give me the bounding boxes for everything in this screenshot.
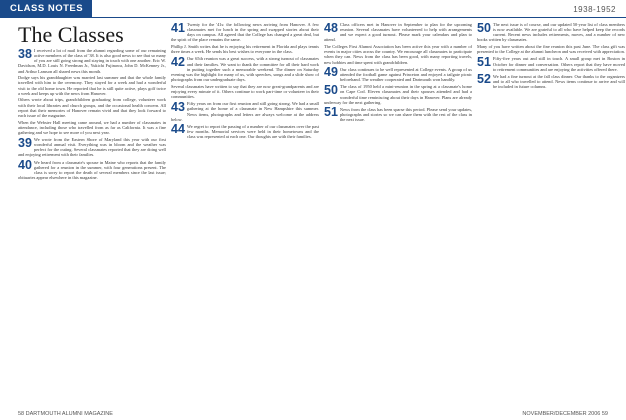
entry-text: We heard from a classmate's spouse in Maine who reports that the family gathered for a reunion in the summer, with four generations present. The class is sorry to report the death of several members since the last issue; obituaries appear elsewhere in this magazine. [18, 159, 166, 181]
entry-paragraph [477, 56, 625, 71]
footer-right: NOVEMBER/DECEMBER 2006 59 [522, 411, 608, 417]
class-year-number: 41 [171, 22, 185, 35]
class-entry [18, 48, 166, 135]
column-4 [477, 22, 625, 406]
footer-left: 58 DARTMOUTH ALUMNI MAGAZINE [18, 411, 113, 417]
class-entry [171, 101, 319, 122]
entry-text: Twenty for the '41s: the following news arriving from Hanover. A few classmates met for lunch in the spring and swapped stories about their days on campus. All agreed that the College has changed a great deal, but the spirit of the place remains the same. [171, 22, 319, 43]
entry-paragraph [171, 124, 319, 139]
class-year-number: 48 [324, 22, 338, 35]
class-entry [171, 56, 319, 99]
class-entry [324, 107, 472, 122]
entry-paragraph [18, 137, 166, 158]
entry-paragraph [477, 22, 625, 43]
entry-paragraph [18, 97, 166, 118]
entry-text: I received a lot of mail from the alumni regarding some of our remaining active members of the class of '38. It is also good news to see that so many of you are still going strong and staying in touch with one another. Eric W. Davidson, M.D. Louis N. Freedman Jr., Yukichi Fujinawa, John D. McKenney Jr., and Arthur Lamson all shared news this month. [18, 48, 166, 74]
entry-paragraph [171, 56, 319, 82]
entry-paragraph [477, 44, 625, 54]
entry-text: We wrote from the Eastern Shore of Maryland this year with our first wonderful annual visit. Everything was in bloom and the weather was perfect for the outing. Several classmates reported that they are doing well and enjoying retirement with their families. [18, 137, 166, 158]
entry-paragraph [324, 107, 472, 122]
entry-paragraph [171, 101, 319, 122]
entry-text: Our class continues to be well represented at College events. A group of us attended the football game against Princeton and enjoyed a tailgate picnic beforehand. The weather cooperated and Dartmouth won handily. [339, 66, 472, 83]
header-rule [0, 17, 626, 18]
page-header [0, 0, 626, 18]
class-entry [18, 137, 166, 158]
column-1 [18, 48, 166, 406]
entry-paragraph [324, 44, 472, 65]
class-entry [324, 84, 472, 105]
entry-text: Class officers met in Hanover in September to plan for the upcoming reunion. Several classmates have volunteered to help with arrangements and we expect a good turnout. Please mark your calendars and plan to attend. [324, 22, 472, 43]
class-year-number: 44 [171, 122, 185, 137]
entry-paragraph [324, 22, 472, 43]
entry-text: The class of 1950 held a mini-reunion in the spring at a classmate's home on Cape Cod. Eleven classmates and their spouses attended and had a wonderful time reminiscing about their days in Hanover. Plans are already underway for the next gathering. [324, 84, 472, 105]
class-year-number: 50 [477, 22, 491, 35]
entry-text: The next issue is of course, and our updated 50-year list of class members is now available. We are grateful to all who have helped keep the records current. Recent news includes retirements, moves, and a number of new books written by classmates. [477, 22, 625, 43]
entry-text: News from the class has been sparse this period. Please send your updates, photographs and stories so we can share them with the rest of the class in the next issue. [339, 106, 472, 123]
column-3 [324, 22, 472, 406]
class-entry [477, 22, 625, 54]
entry-text: Several classmates have written to say that they are now great-grandparents and are enjoying every minute of it. Others continue to work part-time or volunteer in their communities. [171, 83, 319, 100]
entry-paragraph [18, 75, 166, 96]
entry-paragraph [18, 120, 166, 135]
class-year-number: 51 [324, 105, 338, 120]
entry-text: The Colleges First Alumni Association has been active this year with a number of events in major cities across the country. We encourage all classmates to participate when they can. News from the class has been good, with many reporting travels, new hobbies and time spent with grandchildren. [324, 44, 472, 65]
class-year-number: 38 [18, 48, 32, 61]
class-years-range: 1938-1952 [573, 5, 616, 14]
entry-text: Fifty years on from our first reunion and still going strong. We had a small gathering at the home of a classmate in New Hampshire this summer. News items, photographs and letters are always welcome at the address below. [171, 101, 319, 122]
entry-text: Fifty-five years out and still in touch. A small group met in Boston in October for dinner and conversation. Others report that they have moved to retirement communities and are enjoying the activities offered there. [492, 56, 625, 72]
page-footer [0, 408, 626, 420]
entry-text: We regret to report the passing of a number of our classmates over the past few months. Memorial services were held in their hometowns and the class was represented at each one. Our thoughts are with their families. [186, 123, 319, 140]
entry-paragraph [171, 22, 319, 43]
entry-paragraph [171, 44, 319, 54]
class-year-number: 43 [171, 99, 185, 114]
entry-paragraph [18, 160, 166, 181]
class-entry [324, 67, 472, 82]
entry-paragraph [18, 48, 166, 74]
entry-text: Phillip J. Smith writes that he is enjoying his retirement in Florida and plays tennis three times a week. He sends his best wishes to everyone in the class. [171, 44, 319, 55]
entry-paragraph [324, 84, 472, 105]
entry-text: Others wrote about trips, grandchildren graduating from college, volunteer work with their local libraries and church groups, and the occasional health concern. All report that their memories of Hanover remain vivid and that they look forward to each issue of the magazine. [18, 97, 166, 118]
entry-paragraph [477, 74, 625, 89]
class-entry [477, 56, 625, 71]
entry-paragraph [324, 67, 472, 82]
entry-text: We had a fine turnout at the fall class dinner. Our thanks to the organizers and to all who travelled to attend. News items continue to arrive and will be included in future columns. [492, 73, 625, 90]
entry-text: When the Webster Hall meeting came around, we had a number of classmates in attendance, including those who travelled from as far as California. It was a fine gathering and we hope to see more of you next year. [18, 119, 166, 135]
class-year-number: 42 [171, 54, 185, 69]
class-entry [477, 74, 625, 89]
class-year-number: 52 [477, 72, 491, 87]
class-year-number: 50 [324, 82, 338, 97]
class-year-number: 39 [18, 135, 32, 150]
class-entry [171, 22, 319, 54]
entry-text: Many of you have written about the fine reunion this past June. The class gift was presented to the College at the alumni luncheon and was received with appreciation. [477, 44, 625, 55]
entry-text: Dodge says his granddaughter was married last summer and that the whole family travelled with him to the ceremony. They stayed for a week and had a wonderful visit to the old home town. He reported that he is still quite active, plays golf twice a week and keeps up with the news from Hanover. [18, 75, 166, 96]
class-year-number: 49 [324, 65, 338, 80]
entry-paragraph [171, 84, 319, 99]
entry-text: Our 65th reunion was a great success, with a strong turnout of classmates and their families. We want to thank the committee for all their hard work in putting together such a memorable weekend. The dinner on Saturday evening was the highlight for many of us, with speeches, songs and a slide show of photographs from our undergraduate days. [171, 56, 319, 83]
class-entry [18, 160, 166, 181]
column-2 [171, 22, 319, 406]
class-entry [171, 124, 319, 139]
class-year-number: 51 [477, 54, 491, 69]
class-year-number: 40 [18, 158, 32, 173]
section-label: CLASS NOTES [0, 0, 92, 17]
page-title: The Classes [18, 22, 124, 47]
class-entry [324, 22, 472, 65]
